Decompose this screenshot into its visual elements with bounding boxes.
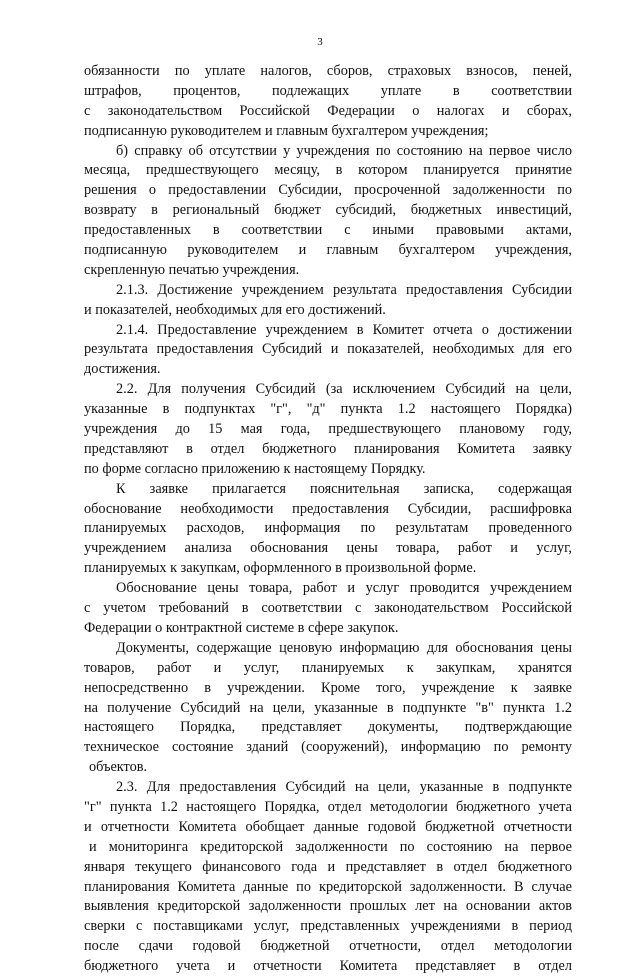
text-line: после сдачи годовой бюджетной отчетности, отдел методологии [84, 938, 572, 955]
text-line: выявления кредиторской задолженности прошлых лет на основании актов [84, 898, 572, 915]
text-line: возврату в региональный бюджет субсидий, бюджетных инвестиций, [84, 202, 572, 219]
text-line: обязанности по уплате налогов, сборов, страховых взносов, пеней, [84, 63, 572, 79]
text-line: месяца, предшествующего месяцу, в котором планируется принятие [84, 162, 572, 179]
text-line: бюджетного учета и отчетности Комитета представляет в отдел [84, 958, 572, 975]
text-line: и показателей, необходимых для его достижений. [84, 301, 386, 318]
text-line: января текущего финансового года и представляет в отдел бюджетного [84, 858, 572, 875]
text-line: с учетом требований в соответствии с законодательством Российской [84, 600, 572, 617]
text-line: скрепленную печатью учреждения. [84, 261, 300, 278]
text-line: 2.3. Для предоставления Субсидий на цели, указанные в подпункте [116, 779, 572, 796]
text-line: объектов. [89, 759, 148, 776]
text-line: указанные в подпунктах "г", "д" пункта 1.2 настоящего Порядка) [84, 401, 572, 418]
document-body [84, 62, 572, 977]
text-line: Документы, содержащие ценовую информацию для обоснования цены [116, 639, 572, 656]
text-line: планирования Комитета данные по кредиторской задолженности. В случае [84, 878, 572, 895]
text-line: 2.1.4. Предоставление учреждением в Комитет отчета о достижении [116, 321, 572, 338]
page-number: 3 [317, 36, 323, 48]
text-line: настоящего Порядка, представляет документы, подтверждающие [84, 719, 572, 736]
text-line: Обоснование цены товара, работ и услуг проводится учреждением [116, 580, 572, 597]
text-line: "г" пункта 1.2 настоящего Порядка, отдел методологии бюджетного учета [84, 798, 572, 815]
text-line: товаров, работ и услуг, планируемых к закупкам, хранятся [84, 659, 572, 676]
text-line: К заявке прилагается пояснительная записка, содержащая [116, 480, 572, 497]
text-line: на получение Субсидий на цели, указанные в подпункте "в" пункта 1.2 [84, 699, 572, 716]
text-line: 2.2. Для получения Субсидий (за исключением Субсидий на цели, [116, 381, 572, 398]
text-line: непосредственно в учреждении. Кроме того, учреждение к заявке [84, 679, 572, 696]
text-line: техническое состояние зданий (сооружений), информацию по ремонту [84, 739, 572, 756]
text-line: достижения. [84, 361, 161, 378]
text-line: решения о предоставлении Субсидии, просроченной задолженности по [84, 182, 572, 199]
text-line: б) справку об отсутствии у учреждения по состоянию на первое число [116, 142, 572, 159]
text-line: учреждением анализа обоснования цены товара, работ и услуг, [84, 540, 572, 557]
text-line: сверки с поставщиками услуг, представленных учреждениями в период [84, 918, 572, 935]
text-line: штрафов, процентов, подлежащих уплате в соответствии [84, 82, 572, 99]
text-line: 2.1.3. Достижение учреждением результата предоставления Субсидии [116, 281, 572, 298]
text-line: по форме согласно приложению к настоящему Порядку. [84, 460, 426, 477]
text-line: представляют в отдел бюджетного планирования Комитета заявку [84, 440, 572, 457]
text-line: обоснование необходимости предоставления Субсидии, расшифровка [84, 500, 572, 517]
text-line: планируемых к закупкам, оформленного в произвольной форме. [84, 560, 477, 577]
text-line: подписанную руководителем и главным бухгалтером учреждения, [84, 242, 572, 259]
text-line: результата предоставления Субсидий и показателей, необходимых для его [84, 341, 572, 358]
text-line: учреждения до 15 мая года, предшествующего плановому году, [84, 421, 572, 438]
text-line: Федерации о контрактной системе в сфере закупок. [84, 619, 399, 636]
text-line: с законодательством Российской Федерации о налогах и сборах, [84, 102, 572, 119]
text-line: предоставленных в соответствии с иными правовыми актами, [84, 222, 572, 239]
text-line: планируемых расходов, информация по результатам проведенного [84, 520, 572, 537]
text-line: подписанную руководителем и главным бухгалтером учреждения; [84, 122, 489, 139]
text-line: и мониторинга кредиторской задолженности по состоянию на первое [89, 838, 572, 855]
text-line: и отчетности Комитета обобщает данные годовой бюджетной отчетности [84, 818, 572, 835]
